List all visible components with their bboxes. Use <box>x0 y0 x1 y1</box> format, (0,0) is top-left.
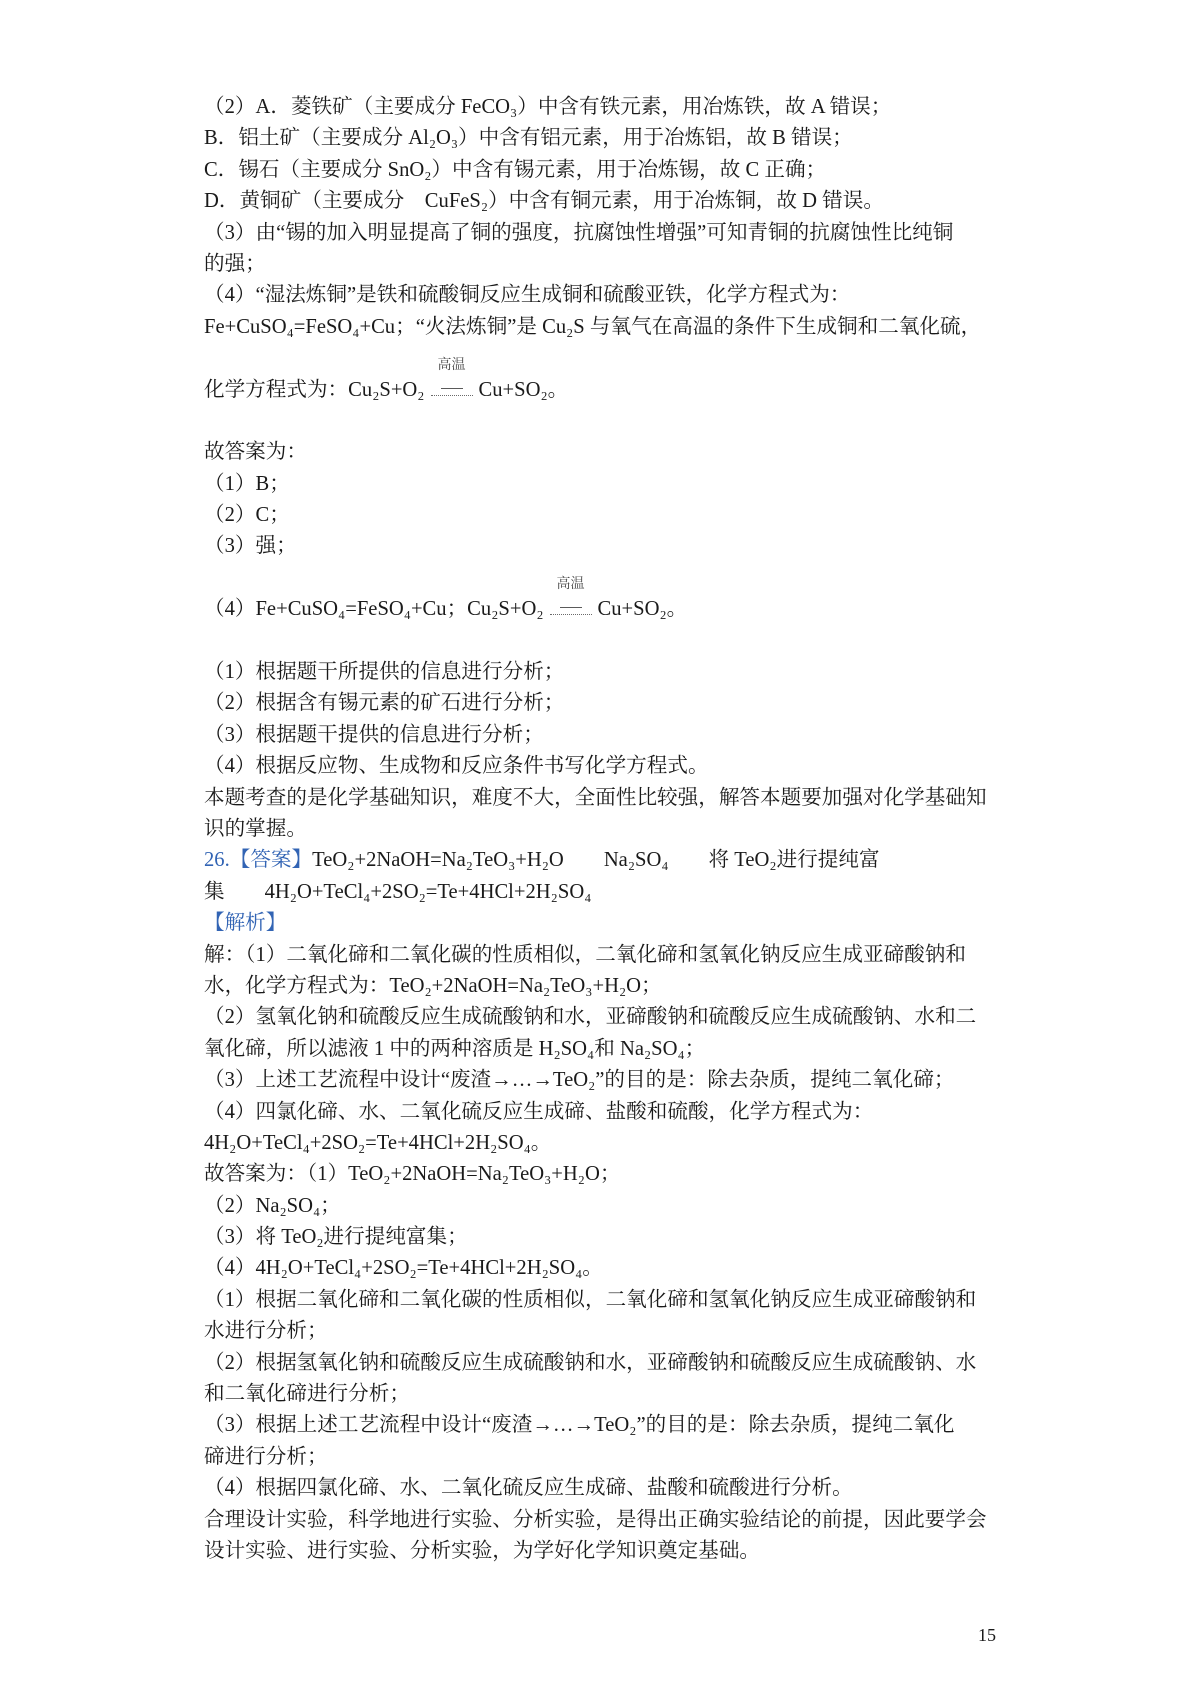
question-25-analysis <box>204 92 1004 845</box>
analysis-line: （4）四氯化碲、水、二氧化硫反应生成碲、盐酸和硫酸，化学方程式为： <box>204 1100 874 1123</box>
comment-line: 识的掌握。 <box>204 818 307 841</box>
answer-2: Na₂SO₄ <box>603 849 669 872</box>
answer-row <box>204 877 1004 908</box>
analysis-line: （2）Na₂SO₄； <box>204 1194 341 1217</box>
equation-reactants: 化学方程式为：Cu₂S+O₂ <box>204 378 425 401</box>
equation-line <box>204 343 1004 406</box>
reaction-condition-label: 高温 <box>437 357 466 373</box>
equation-row <box>204 357 569 406</box>
analysis-line: 碲进行分析； <box>204 1445 328 1468</box>
equation-products: Cu+SO₂。 <box>478 378 569 401</box>
analysis-line: 4H₂O+TeCl₄+2SO₂=Te+4HCl+2H₂SO₄。 <box>204 1131 552 1154</box>
answer-1: TeO₂+2NaOH=Na₂TeO₃+H₂O <box>312 849 564 872</box>
method-line: （2）根据含有锡元素的矿石进行分析； <box>204 692 565 715</box>
option-line: C．锡石（主要成分 SnO₂）中含有锡元素，用于冶炼锡，故 C 正确； <box>204 158 827 181</box>
answer-row <box>204 845 1004 876</box>
analysis-line: 水进行分析； <box>204 1320 328 1343</box>
answer-4: 4H₂O+TeCl₄+2SO₂=Te+4HCl+2H₂SO₄ <box>264 880 592 903</box>
analysis-line: 故答案为：（1）TeO₂+2NaOH=Na₂TeO₃+H₂O； <box>204 1163 621 1186</box>
analysis-line: 合理设计实验，科学地进行实验、分析实验，是得出正确实验结论的前提，因此要学会 <box>204 1508 987 1531</box>
analysis-line: （3）上述工艺流程中设计“废渣→…→TeO₂”的目的是：除去杂质，提纯二氧化碲； <box>204 1069 955 1092</box>
page-content <box>204 92 1004 1567</box>
option-line: （2）A．菱铁矿（主要成分 FeCO₃）中含有铁元素，用冶炼铁，故 A 错误； <box>204 96 892 118</box>
equation-line <box>204 563 1004 626</box>
equation-reactants: （4）Fe+CuSO₄=FeSO₄+Cu；Cu₂S+O₂ <box>204 598 544 621</box>
reaction-condition-label: 高温 <box>556 577 585 593</box>
answer-3-end: 集 <box>204 880 225 903</box>
equals-sign-top-bar <box>441 388 463 389</box>
answer-line: （2）C； <box>204 504 290 527</box>
analysis-line: （2）根据氢氧化钠和硫酸反应生成硫酸钠和水，亚碲酸钠和硫酸反应生成硫酸钠、水 <box>204 1351 977 1374</box>
option-line: D．黄铜矿（主要成分 CuFeS₂）中含有铜元素，用于冶炼铜，故 D 错误。 <box>204 190 884 213</box>
equation-row <box>204 577 688 625</box>
equals-sign-bottom-bar <box>431 395 473 396</box>
question-26 <box>204 845 1004 1567</box>
equation-products: Cu+SO₂。 <box>597 598 688 621</box>
analysis-line: 的强； <box>204 252 266 275</box>
blank-line <box>204 406 1004 437</box>
analysis-line: （4）4H₂O+TeCl₄+2SO₂=Te+4HCl+2H₂SO₄。 <box>204 1257 603 1280</box>
blank-line <box>204 626 1004 657</box>
equals-sign-top-bar <box>560 607 582 608</box>
reaction-equals-sign <box>431 357 473 406</box>
analysis-line: 氧化碲，所以滤液 1 中的两种溶质是 H₂SO₄和 Na₂SO₄； <box>204 1037 706 1060</box>
analysis-line: （4）根据四氯化碲、水、二氧化硫反应生成碲、盐酸和硫酸进行分析。 <box>204 1477 853 1500</box>
analysis-line: （4）“湿法炼铜”是铁和硫酸铜反应生成铜和硫酸亚铁，化学方程式为： <box>204 284 851 307</box>
analysis-line: 设计实验、进行实验、分析实验，为学好化学知识奠定基础。 <box>204 1540 761 1562</box>
method-line: （3）根据题干提供的信息进行分析； <box>204 723 544 746</box>
method-line: （4）根据反应物、生成物和反应条件书写化学方程式。 <box>204 755 709 778</box>
equals-sign-bottom-bar <box>550 614 592 615</box>
option-line: B．铝土矿（主要成分 Al₂O₃）中含有铝元素，用于冶炼铝，故 B 错误； <box>204 127 853 150</box>
analysis-line: （2）氢氧化钠和硫酸反应生成硫酸钠和水，亚碲酸钠和硫酸反应生成硫酸钠、水和二 <box>204 1006 977 1029</box>
answer-heading: 故答案为： <box>204 441 307 464</box>
answer-line: （3）强； <box>204 535 297 558</box>
analysis-line: （3）将 TeO₂进行提纯富集； <box>204 1226 468 1249</box>
analysis-line: 水，化学方程式为：TeO₂+2NaOH=Na₂TeO₃+H₂O； <box>204 974 662 997</box>
page-number: 15 <box>978 1625 996 1645</box>
analysis-line: （3）由“锡的加入明显提高了铜的强度，抗腐蚀性增强”可知青铜的抗腐蚀性比纯铜 <box>204 221 954 244</box>
analysis-line: 和二氧化碲进行分析； <box>204 1383 410 1406</box>
method-line: （1）根据题干所提供的信息进行分析； <box>204 661 565 684</box>
comment-line: 本题考查的是化学基础知识，难度不大，全面性比较强，解答本题要加强对化学基础知 <box>204 786 987 809</box>
analysis-line: Fe+CuSO₄=FeSO₄+Cu；“火法炼铜”是 Cu₂S 与氧气在高温的条件下生成铜和二氧化硫， <box>204 315 982 338</box>
analysis-label: 【解析】 <box>204 912 287 935</box>
answer-label: 26.【答案】 <box>204 849 313 872</box>
analysis-line: （1）根据二氧化碲和二氧化碳的性质相似，二氧化碲和氢氧化钠反应生成亚碲酸钠和 <box>204 1288 977 1311</box>
reaction-equals-sign <box>550 577 592 625</box>
answer-3-start: 将 TeO₂进行提纯富 <box>708 849 880 872</box>
analysis-line: 解：（1）二氧化碲和二氧化碳的性质相似，二氧化碲和氢氧化钠反应生成亚碲酸钠和 <box>204 943 966 966</box>
analysis-line: （3）根据上述工艺流程中设计“废渣→…→TeO₂”的目的是：除去杂质，提纯二氧化 <box>204 1414 955 1437</box>
answer-line: （1）B； <box>204 472 290 495</box>
